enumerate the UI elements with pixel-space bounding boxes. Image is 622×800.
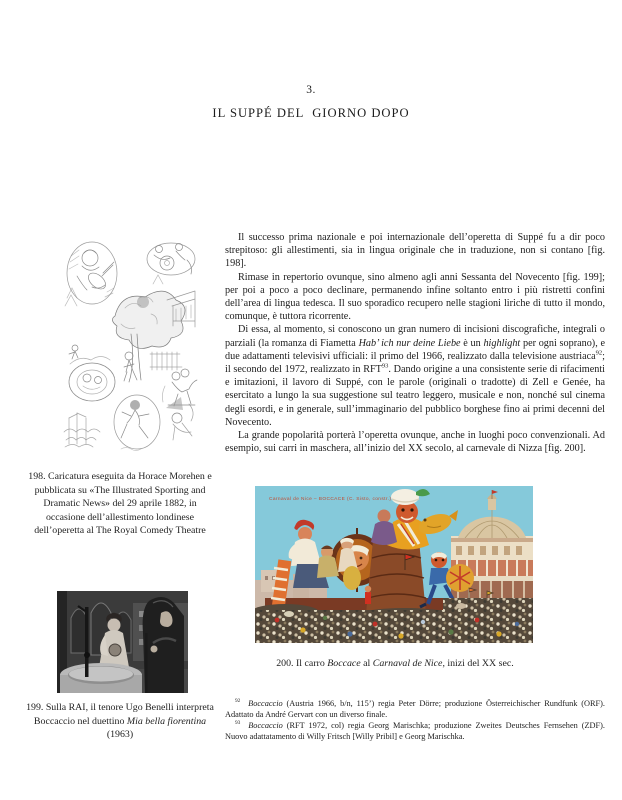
engraving-fence (150, 352, 182, 370)
engraving-dancer-vignette (114, 395, 160, 449)
engraving-cart-vignette (147, 243, 195, 275)
engraving-hat-figure-vignette (166, 397, 193, 440)
figure-200-caption: 200. Il carro Boccace al Carnaval de Nice, inizi del XX sec. (276, 658, 514, 669)
engraving-illustration (55, 236, 201, 455)
footnote-93: $^{93}$ Boccaccio (RFT 1972, col) regia Georg Marischka; produzione Zweites Deutsches Fernsehen (ZDF). Nuovo adattatamento di Willy Fritsch [Willy Pribil] e Georg Marischka. (225, 720, 605, 741)
photo-well (60, 663, 142, 693)
tv-still-illustration (57, 591, 188, 693)
figure-199-caption: 199. Sulla RAI, il tenore Ugo Benelli interpreta Boccaccio nel duettino Mia bella fiorentina (1963) (26, 702, 214, 740)
photo-man (143, 597, 184, 693)
footnote-92: $^{92}$ Boccaccio (Austria 1966, b/n, 115’) regia Peter Dörre; produzione Österreichischer Rundfunk (ORF). Adattato da André Gervart con un diverso finale. (225, 698, 605, 719)
chapter-title: IL SUPPÉ DEL GIORNO DOPO (212, 106, 410, 120)
photo-well-post (85, 607, 89, 677)
figure-200-postcard (255, 486, 533, 643)
paragraph-1: Il successo prima nazionale e poi internazionale dell’operetta di Suppé fu a dir poco strepitoso: gli allestimenti, sia in lingua originale che in traduzione, non si contano [fig. 198]. (225, 232, 605, 270)
engraving-barrel-vignette (69, 345, 115, 401)
postcard-illustration (255, 486, 533, 643)
chapter-number: 3. (306, 84, 316, 96)
figure-198-engraving (55, 236, 201, 455)
body-text (225, 231, 605, 455)
engraving-crowd-vignette (64, 413, 100, 447)
postcard-title-text: Carnaval de Nice – BOCCACE (C. Sisto, constr.) (269, 497, 392, 502)
photo-right-post (145, 633, 148, 693)
paragraph-3: Di essa, al momento, si conoscono un gran numero di incisioni discografiche, integrali o parziali (la romanza di Fiametta Hab’ ich nur deine Liebe è un highlight per ogni soprano), e due adattamenti televisivi ufficiali: il primo del 1966, realizzato dalla televisione austriaca$^{92}$; il secondo del 1972, realizzato in RFT$^{93}$. Dando origine a una consistente serie di rifacimenti e imitazioni, il lavoro di Suppé, con le parole (originali o tradotte) di Zell e Genée, ha esercitato a lungo la sua suggestione sul teatro leggero, musicale e non, nonché sul cinema degli esordi, e in generale, sull’immaginario del pubblico borghese fino ai primi decenni del Novecento. (225, 324, 606, 428)
figure-198-caption: 198. Caricatura eseguita da Horace Morehen e pubblicata su «The Illustrated Sporting and Dramatic News» del 29 aprile 1882, in occasione dell’allestimento londinese dell’operetta al The Royal Comedy Theatre (28, 471, 212, 536)
paragraph-2: Rimase in repertorio ovunque, sino almeno agli anni Sessanta del Novecento [fig. 199]; per poi a poco a poco declinare, permanendo infine soltanto entro i più ristretti confini dell’area di lingua tedesca. Il suo sporadico recupero nelle stagioni liriche di tutto il mondo, comunque, è tuttora ricorrente. (225, 271, 605, 323)
paragraph-4: La grande popolarità porterà l’operetta ovunque, anche in luoghi poco convenzionali. Ad esempio, sui carri in maschera, all’inizio del XX secolo, al carnevale di Nizza [fig. 200]. (225, 430, 605, 455)
figure-199-photo (57, 591, 188, 693)
footnotes (225, 699, 605, 743)
engraving-portrait-vignette (67, 242, 117, 304)
engraving-tree (112, 291, 185, 382)
